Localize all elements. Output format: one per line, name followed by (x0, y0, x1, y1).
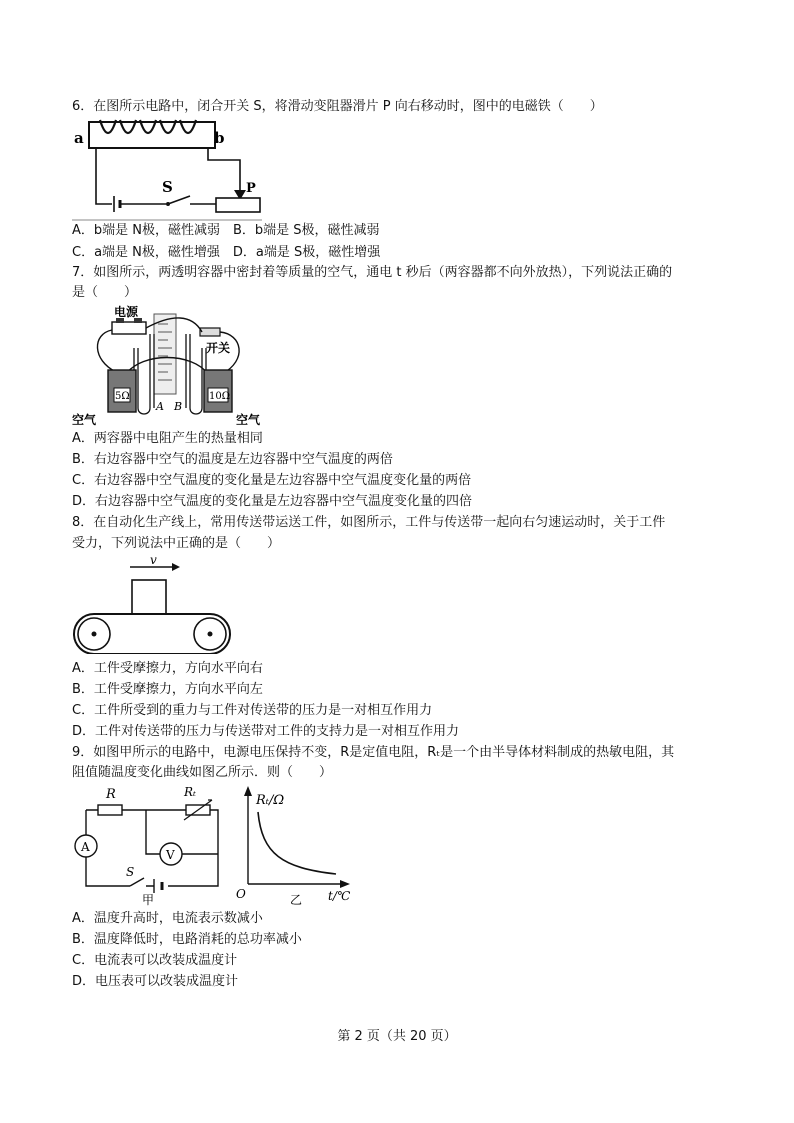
q7-option-c: C．右边容器中空气温度的变化量是左边容器中空气温度变化量的两倍 (72, 473, 472, 488)
q7-label-air-right: 空气 (236, 413, 261, 427)
q6-figure-circuit (72, 116, 264, 222)
q9-stem-line-1: 9．如图甲所示的电路中，电源电压保持不变，R是定值电阻，Rₜ是一个由半导体材料制成的热敏电阻，其 (72, 745, 675, 760)
q7-label-air-left: 空气 (72, 413, 97, 427)
q8-option-d: D．工件对传送带的压力与传送带对工件的支持力是一对相互作用力 (72, 724, 460, 739)
q8-option-a: A．工件受摩擦力，方向水平向右 (72, 661, 263, 676)
page-footer: 第 2 页（共 20 页） (337, 1029, 457, 1044)
q9-graph-x-axis-label: t/℃ (328, 889, 351, 903)
q9-graph-y-axis-label: Rₜ/Ω (256, 793, 285, 808)
q7-stem-line-1: 7．如图所示，两透明容器中密封着等质量的空气，通电 t 秒后（两容器都不向外放热），下列说法正确的 (72, 265, 673, 280)
q6-option-cd: C．a端是 N极，磁性增强 D．a端是 S极，磁性增强 (72, 245, 381, 260)
q6-label-p: P (246, 181, 256, 196)
q9-option-a: A．温度升高时，电流表示数减小 (72, 911, 263, 926)
q9-label-yi: 乙 (290, 893, 303, 907)
q8-option-c: C．工件所受到的重力与工件对传送带的压力是一对相互作用力 (72, 703, 433, 718)
q9-label-ammeter: A (81, 840, 90, 854)
q9-label-jia: 甲 (142, 893, 155, 907)
q9-option-b: B．温度降低时，电路消耗的总功率减小 (72, 932, 302, 947)
q7-label-r-right: 10Ω (209, 391, 231, 402)
q8-figure-conveyor (72, 554, 232, 654)
q6-label-a: a (74, 129, 84, 147)
q9-stem-line-2: 阻值随温度变化曲线如图乙所示．则（ ） (72, 765, 333, 780)
q7-option-a: A．两容器中电阻产生的热量相同 (72, 431, 263, 446)
q7-stem-line-2: 是（ ） (72, 285, 138, 300)
q9-label-r: R (106, 787, 116, 802)
q7-option-d: D．右边容器中空气温度的变化量是左边容器中空气温度变化量的四倍 (72, 494, 473, 509)
q7-label-switch: 开关 (206, 341, 231, 355)
q8-option-b: B．工件受摩擦力，方向水平向左 (72, 682, 263, 697)
q6-option-ab: A．b端是 N极，磁性减弱 B．b端是 S极，磁性减弱 (72, 223, 380, 238)
q7-option-b: B．右边容器中空气的温度是左边容器中空气温度的两倍 (72, 452, 393, 467)
q7-label-r-left: 5Ω (115, 391, 130, 402)
q9-graph-origin: O (236, 887, 246, 901)
q7-label-power: 电源 (114, 305, 139, 319)
q6-label-s: S (162, 178, 173, 196)
q8-stem-line-2: 受力，下列说法中正确的是（ ） (72, 536, 281, 551)
q9-label-s: S (126, 865, 135, 879)
q9-figure-graph-yi (232, 784, 356, 908)
q9-label-rt: Rₜ (184, 785, 196, 799)
q9-figure-circuit-jia (72, 784, 222, 908)
q8-label-v: v (150, 554, 157, 567)
q9-option-c: C．电流表可以改装成温度计 (72, 953, 238, 968)
q9-option-d: D．电压表可以改装成温度计 (72, 974, 239, 989)
q6-stem-line-1: 6．在图所示电路中，闭合开关 S，将滑动变阻器滑片 P 向右移动时，图中的电磁铁（ ） (72, 99, 603, 114)
q8-stem-line-1: 8．在自动化生产线上，常用传送带运送工件，如图所示，工件与传送带一起向右匀速运动时，关于工件 (72, 515, 666, 530)
q7-label-b: B (174, 400, 183, 413)
q7-figure-joule-apparatus (72, 304, 268, 428)
q7-label-a: A (156, 400, 164, 413)
q9-label-voltmeter: V (166, 848, 175, 862)
q6-label-b: b (214, 129, 225, 147)
